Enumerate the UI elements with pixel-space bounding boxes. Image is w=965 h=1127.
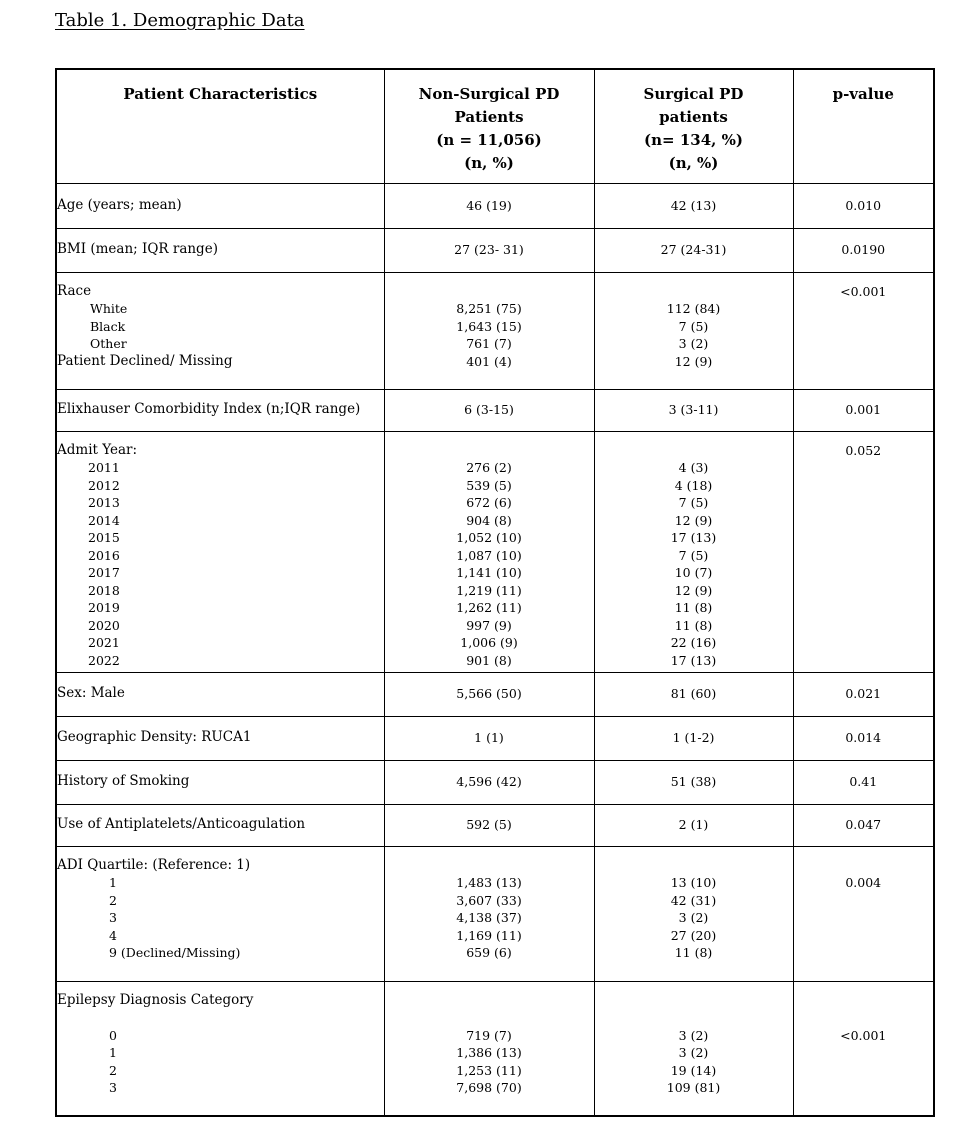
header-line: (n= 134, %) [644, 131, 743, 149]
table-row-smoking [56, 760, 934, 804]
race-nonsurgical-line [385, 283, 594, 301]
header-line: Patients [454, 108, 524, 126]
header-cell-p-value [793, 69, 934, 183]
header-line: (n, %) [668, 154, 719, 172]
elixhauser-label-cell [56, 389, 384, 431]
race-nonsurgical-line: 761 (7) [466, 336, 512, 351]
admit-year-pvalue-cell [793, 431, 934, 672]
admit-year-nonsurgical-line: 1,262 (11) [456, 600, 522, 615]
table-row-antiplatelets [56, 804, 934, 846]
header-line: Patient Characteristics [123, 85, 318, 103]
admit-year-label-line: 2019 [88, 600, 120, 615]
geographic-density-pvalue-line: 0.014 [845, 730, 882, 746]
admit-year-surgical-line: 10 (7) [674, 565, 713, 580]
sex-male-pvalue-line: 0.021 [845, 686, 882, 702]
admit-year-label-line: 2012 [88, 477, 120, 493]
admit-year-nonsurgical-line [385, 442, 594, 460]
adi-quartile-nonsurgical-line: 4,138 (37) [456, 910, 522, 925]
smoking-pvalue-cell [793, 760, 934, 804]
admit-year-label-line: 2018 [88, 582, 120, 598]
admit-year-label-line: 2015 [88, 530, 120, 545]
admit-year-nonsurgical-line: 672 (6) [466, 495, 512, 510]
epilepsy-category-nonsurgical-line [385, 992, 594, 1010]
adi-quartile-nonsurgical-line: 3,607 (33) [456, 892, 522, 908]
epilepsy-category-surgical-line: 3 (2) [678, 1027, 709, 1043]
age-pvalue-line: 0.010 [845, 197, 882, 213]
admit-year-nonsurgical-line: 539 (5) [466, 477, 512, 493]
admit-year-label-line: 2014 [88, 512, 120, 528]
epilepsy-category-surgical-line: 109 (81) [666, 1080, 721, 1095]
epilepsy-category-label-line: 1 [109, 1045, 117, 1060]
sex-male-surgical-line: 81 (60) [670, 686, 717, 702]
admit-year-surgical-line: 22 (16) [670, 635, 717, 650]
header-line: Non-Surgical PD [418, 85, 560, 103]
table-header-row [56, 69, 934, 183]
table-row-admit-year [56, 431, 934, 672]
table-title: Table 1. Demographic Data [55, 10, 305, 31]
header-line: p-value [832, 85, 894, 103]
adi-quartile-surgical-line [595, 857, 793, 875]
admit-year-surgical-line: 4 (18) [674, 477, 713, 493]
smoking-surgical-cell [594, 760, 793, 804]
admit-year-nonsurgical-line: 1,087 (10) [456, 547, 522, 563]
antiplatelets-nonsurgical-line: 592 (5) [466, 817, 512, 833]
age-label-cell [56, 183, 384, 228]
smoking-nonsurgical-line: 4,596 (42) [456, 774, 522, 790]
antiplatelets-label-cell [56, 804, 384, 846]
smoking-label-cell [56, 760, 384, 804]
race-nonsurgical-line: 8,251 (75) [456, 301, 522, 316]
header-line: (n, %) [464, 154, 514, 172]
race-label-line: Other [90, 336, 127, 351]
antiplatelets-label-line: Use of Antiplatelets/Anticoagulation [57, 816, 306, 833]
bmi-pvalue-cell [793, 228, 934, 272]
admit-year-label-line: 2016 [88, 547, 120, 563]
adi-quartile-label-cell [56, 846, 384, 981]
admit-year-surgical-line: 17 (13) [670, 652, 717, 668]
smoking-pvalue-line: 0.41 [849, 774, 878, 790]
elixhauser-nonsurgical-cell [384, 389, 594, 431]
adi-quartile-label-line: 3 [109, 910, 117, 925]
race-surgical-line [595, 283, 793, 301]
admit-year-surgical-line: 12 (9) [674, 582, 713, 598]
elixhauser-pvalue-cell [793, 389, 934, 431]
admit-year-label-cell [56, 431, 384, 672]
geographic-density-surgical-line: 1 (1-2) [672, 730, 715, 746]
admit-year-nonsurgical-line: 904 (8) [466, 512, 512, 528]
admit-year-label-line: Admit Year: [57, 441, 138, 458]
elixhauser-surgical-line: 3 (3-11) [668, 402, 719, 418]
adi-quartile-label-line: 9 (Declined/Missing) [109, 945, 241, 960]
geographic-density-label-cell [56, 716, 384, 760]
geographic-density-label-line: Geographic Density: RUCA1 [57, 729, 252, 746]
antiplatelets-pvalue-line: 0.047 [845, 817, 882, 833]
admit-year-nonsurgical-line: 1,219 (11) [456, 582, 522, 598]
antiplatelets-surgical-cell [594, 804, 793, 846]
table-row-geographic-density [56, 716, 934, 760]
bmi-surgical-cell [594, 228, 793, 272]
bmi-nonsurgical-line: 27 (23- 31) [454, 242, 524, 258]
table-row-age [56, 183, 934, 228]
epilepsy-category-pvalue-cell [793, 981, 934, 1116]
admit-year-surgical-cell [594, 431, 793, 672]
race-nonsurgical-line: 401 (4) [466, 353, 512, 369]
sex-male-nonsurgical-cell [384, 672, 594, 716]
epilepsy-category-surgical-cell [594, 981, 793, 1116]
table-row-sex-male [56, 672, 934, 716]
epilepsy-category-surgical-line [595, 1009, 793, 1027]
epilepsy-category-surgical-line: 3 (2) [678, 1045, 709, 1060]
table-row-adi-quartile [56, 846, 934, 981]
epilepsy-category-label-line: 3 [109, 1080, 117, 1095]
epilepsy-category-nonsurgical-line: 1,386 (13) [456, 1045, 522, 1060]
adi-quartile-nonsurgical-line [385, 857, 594, 875]
sex-male-label-line: Sex: Male [57, 685, 125, 702]
smoking-nonsurgical-cell [384, 760, 594, 804]
demographics-table [55, 68, 935, 1117]
epilepsy-category-label-line: 0 [109, 1027, 117, 1043]
admit-year-nonsurgical-line: 1,141 (10) [456, 565, 522, 580]
admit-year-nonsurgical-line: 276 (2) [466, 460, 512, 475]
sex-male-surgical-cell [594, 672, 793, 716]
table-row-elixhauser [56, 389, 934, 431]
epilepsy-category-pvalue-line [794, 1009, 934, 1027]
admit-year-label-line: 2013 [88, 495, 120, 510]
geographic-density-surgical-cell [594, 716, 793, 760]
admit-year-surgical-line [595, 442, 793, 460]
adi-quartile-surgical-line: 13 (10) [670, 875, 717, 890]
epilepsy-category-pvalue-line: <0.001 [840, 1027, 887, 1043]
admit-year-surgical-line: 7 (5) [678, 547, 709, 563]
bmi-label-line: BMI (mean; IQR range) [57, 241, 218, 258]
epilepsy-category-nonsurgical-line: 7,698 (70) [456, 1080, 522, 1095]
adi-quartile-label-line: ADI Quartile: (Reference: 1) [57, 856, 251, 873]
elixhauser-label-line: Elixhauser Comorbidity Index (n;IQR range) [57, 401, 361, 418]
adi-quartile-label-line: 1 [109, 875, 117, 890]
epilepsy-category-nonsurgical-line: 719 (7) [466, 1027, 512, 1043]
antiplatelets-surgical-line: 2 (1) [678, 817, 709, 833]
admit-year-surgical-line: 11 (8) [674, 617, 713, 633]
smoking-label-line: History of Smoking [57, 773, 190, 790]
bmi-pvalue-line: 0.0190 [841, 242, 886, 258]
epilepsy-category-pvalue-line [794, 992, 934, 1010]
epilepsy-category-nonsurgical-line: 1,253 (11) [456, 1062, 522, 1078]
admit-year-surgical-line: 17 (13) [670, 530, 717, 545]
race-nonsurgical-line: 1,643 (15) [456, 318, 522, 334]
geographic-density-nonsurgical-cell [384, 716, 594, 760]
age-label-line: Age (years; mean) [57, 196, 182, 213]
geographic-density-nonsurgical-line: 1 (1) [474, 730, 504, 746]
header-line: patients [659, 108, 728, 126]
geographic-density-pvalue-cell [793, 716, 934, 760]
race-nonsurgical-cell [384, 272, 594, 389]
admit-year-nonsurgical-line: 1,006 (9) [460, 635, 518, 650]
epilepsy-category-nonsurgical-cell [384, 981, 594, 1116]
admit-year-nonsurgical-cell [384, 431, 594, 672]
admit-year-label-line: 2017 [88, 565, 120, 580]
elixhauser-nonsurgical-line: 6 (3-15) [464, 402, 514, 418]
table-row-epilepsy-category [56, 981, 934, 1116]
sex-male-label-cell [56, 672, 384, 716]
epilepsy-category-label-line [57, 1009, 384, 1027]
bmi-surgical-line: 27 (24-31) [660, 242, 727, 258]
adi-quartile-surgical-line: 3 (2) [678, 910, 709, 925]
header-line: (n = 11,056) [436, 131, 542, 149]
admit-year-nonsurgical-line: 1,052 (10) [456, 530, 522, 545]
age-pvalue-cell [793, 183, 934, 228]
header-cell-surgical-pd [594, 69, 793, 183]
race-surgical-line: 12 (9) [674, 353, 713, 369]
epilepsy-category-label-cell [56, 981, 384, 1116]
epilepsy-category-nonsurgical-line [385, 1009, 594, 1027]
admit-year-pvalue-line: 0.052 [845, 442, 882, 458]
epilepsy-category-label-line: Epilepsy Diagnosis Category [57, 991, 254, 1008]
adi-quartile-nonsurgical-line: 1,169 (11) [456, 927, 522, 943]
race-label-line: Patient Declined/ Missing [57, 352, 233, 369]
antiplatelets-pvalue-cell [793, 804, 934, 846]
header-cell-patient-characteristics [56, 69, 384, 183]
adi-quartile-pvalue-line: 0.004 [845, 875, 882, 890]
epilepsy-category-label-line: 2 [109, 1062, 117, 1078]
race-surgical-line: 7 (5) [678, 318, 709, 334]
admit-year-surgical-line: 12 (9) [674, 512, 713, 528]
age-surgical-cell [594, 183, 793, 228]
sex-male-pvalue-cell [793, 672, 934, 716]
admit-year-label-line: 2021 [88, 635, 120, 650]
adi-quartile-label-line: 2 [109, 892, 117, 908]
adi-quartile-pvalue-cell [793, 846, 934, 981]
antiplatelets-nonsurgical-cell [384, 804, 594, 846]
admit-year-surgical-line: 4 (3) [678, 460, 709, 475]
race-pvalue-cell [793, 272, 934, 389]
race-surgical-cell [594, 272, 793, 389]
table-row-race [56, 272, 934, 389]
sex-male-nonsurgical-line: 5,566 (50) [456, 686, 522, 702]
race-pvalue-line: <0.001 [840, 283, 887, 299]
adi-quartile-surgical-cell [594, 846, 793, 981]
admit-year-nonsurgical-line: 997 (9) [466, 617, 512, 633]
race-label-line: Race [57, 282, 92, 299]
age-nonsurgical-cell [384, 183, 594, 228]
table-row-bmi [56, 228, 934, 272]
bmi-label-cell [56, 228, 384, 272]
admit-year-label-line: 2011 [88, 460, 120, 475]
bmi-nonsurgical-cell [384, 228, 594, 272]
race-surgical-line: 3 (2) [678, 336, 709, 351]
adi-quartile-pvalue-line [794, 857, 934, 875]
header-cell-nonsurgical-pd [384, 69, 594, 183]
elixhauser-pvalue-line: 0.001 [845, 402, 882, 418]
race-label-line: White [90, 301, 128, 316]
admit-year-nonsurgical-line: 901 (8) [466, 652, 512, 668]
admit-year-surgical-line: 7 (5) [678, 495, 709, 510]
smoking-surgical-line: 51 (38) [670, 774, 717, 790]
adi-quartile-nonsurgical-cell [384, 846, 594, 981]
race-label-cell [56, 272, 384, 389]
age-nonsurgical-line: 46 (19) [466, 197, 512, 213]
adi-quartile-surgical-line: 27 (20) [670, 927, 717, 943]
adi-quartile-nonsurgical-line: 659 (6) [466, 945, 512, 960]
header-line: Surgical PD [643, 85, 744, 103]
elixhauser-surgical-cell [594, 389, 793, 431]
race-label-line: Black [90, 318, 126, 334]
epilepsy-category-surgical-line: 19 (14) [670, 1062, 717, 1078]
age-surgical-line: 42 (13) [670, 197, 717, 213]
admit-year-label-line: 2022 [88, 652, 120, 668]
adi-quartile-surgical-line: 42 (31) [670, 892, 717, 908]
race-surgical-line: 112 (84) [666, 301, 721, 316]
epilepsy-category-surgical-line [595, 992, 793, 1010]
admit-year-surgical-line: 11 (8) [674, 600, 713, 615]
adi-quartile-nonsurgical-line: 1,483 (13) [456, 875, 522, 890]
admit-year-label-line: 2020 [88, 617, 120, 633]
adi-quartile-surgical-line: 11 (8) [674, 945, 713, 960]
adi-quartile-label-line: 4 [109, 927, 117, 943]
